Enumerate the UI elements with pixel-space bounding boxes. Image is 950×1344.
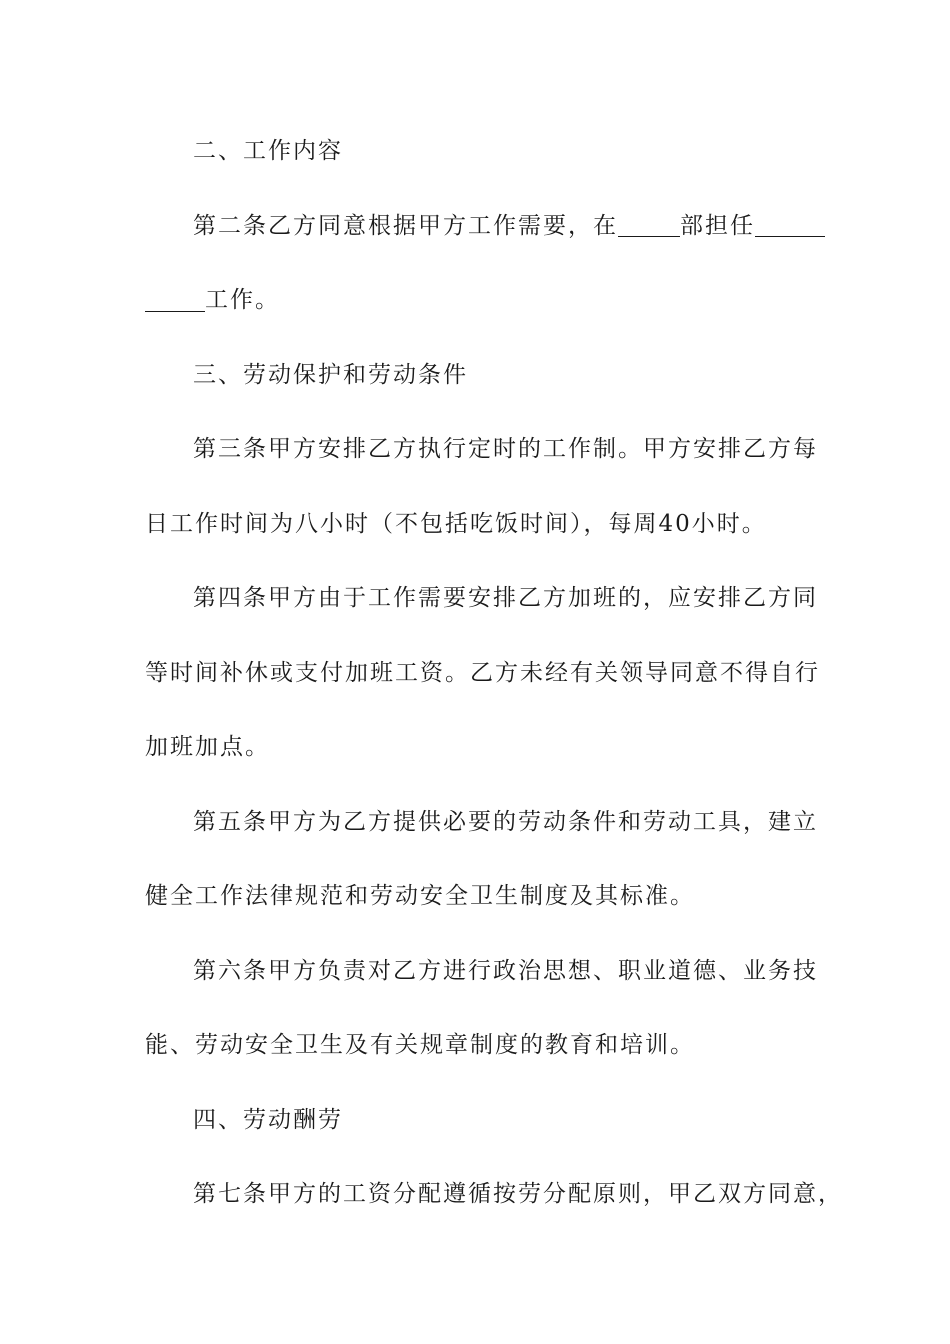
- section-heading-labor-protection: [145, 338, 813, 413]
- blank-field-position-continued: [145, 288, 205, 312]
- section-heading-work-content: [145, 114, 813, 189]
- article-4-line-3: [145, 710, 813, 785]
- line-text: 第三条甲方安排乙方执行定时的工作制。甲方安排乙方每: [193, 436, 818, 462]
- line-text: 第七条甲方的工资分配遵循按劳分配原则，甲乙双方同意，: [193, 1181, 843, 1207]
- article-5-line-2: [145, 859, 813, 934]
- blank-field-position: [755, 213, 825, 237]
- line-text: 第四条甲方由于工作需要安排乙方加班的，应安排乙方同: [193, 585, 818, 611]
- document-body: [145, 114, 843, 1232]
- section-heading-remuneration: [145, 1083, 813, 1158]
- line-text: 四、劳动酬劳: [193, 1106, 343, 1133]
- line-text: 第二条乙方同意根据甲方工作需要，在: [193, 212, 618, 239]
- line-text: 加班加点。: [145, 734, 270, 760]
- article-6-line-2: [145, 1008, 813, 1083]
- article-4-line-1: [145, 561, 818, 636]
- line-text: 三、劳动保护和劳动条件: [193, 361, 468, 388]
- article-2-line-1: [145, 189, 813, 264]
- blank-field-department: [618, 213, 680, 237]
- article-2-line-2: [145, 263, 813, 338]
- article-6-line-1: [145, 934, 818, 1009]
- line-text: 第六条甲方负责对乙方进行政治思想、职业道德、业务技: [193, 957, 818, 984]
- line-text: 二、工作内容: [193, 138, 343, 164]
- article-5-line-1: [145, 785, 818, 860]
- article-4-line-2: [145, 636, 820, 711]
- line-text: 部担任: [680, 212, 755, 239]
- line-text: 第五条甲方为乙方提供必要的劳动条件和劳动工具，建立: [193, 808, 818, 835]
- article-3-line-1: [145, 412, 818, 487]
- article-3-line-2: [145, 487, 813, 562]
- line-text: 日工作时间为八小时（不包括吃饭时间），每周40小时。: [145, 510, 767, 537]
- line-text: 能、劳动安全卫生及有关规章制度的教育和培训。: [145, 1032, 695, 1058]
- line-text: 健全工作法律规范和劳动安全卫生制度及其标准。: [145, 883, 695, 909]
- article-7-line-1: [145, 1157, 843, 1232]
- line-text: 工作。: [205, 287, 280, 313]
- line-text: 等时间补休或支付加班工资。乙方未经有关领导同意不得自行: [145, 659, 820, 686]
